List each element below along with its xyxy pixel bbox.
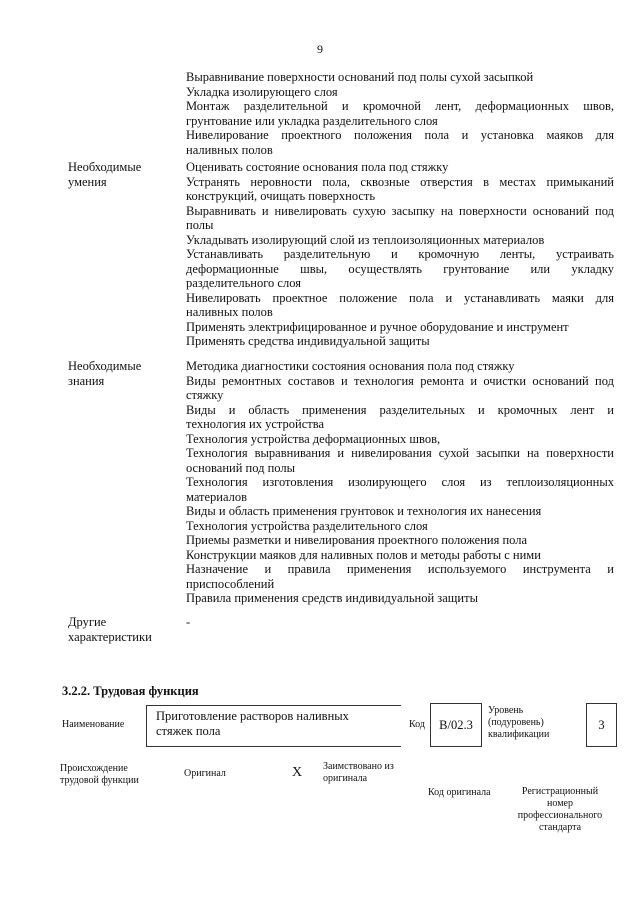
name-value-box — [146, 705, 401, 747]
content-line: наливных полов — [186, 305, 273, 319]
original-label: Оригинал — [184, 768, 226, 779]
content-line: наливных полов — [186, 142, 273, 157]
content-line: Методика диагностики состояния основания пола под стяжку — [186, 359, 515, 373]
row-label-line: Необходимые — [68, 160, 142, 174]
content-line: Технология устройства разделительного слоя — [186, 518, 428, 533]
content-line: - — [186, 615, 191, 629]
content-line: Нивелирование проектного положения пола и установка маяков для — [186, 128, 614, 142]
row-label-line: знания — [68, 373, 105, 388]
name-value: Приготовление растворов наливных стяжек пола — [156, 709, 349, 738]
row-label-line: характеристики — [68, 629, 152, 644]
content-line: конструкций, очищать поверхность — [186, 189, 376, 203]
content-line: Укладка изолирующего слоя — [186, 84, 338, 99]
content-line: Приемы разметки и нивелирования проектного положения пола — [186, 533, 528, 547]
row-label-line: Другие — [68, 615, 107, 629]
row-label — [68, 160, 180, 189]
content-line: Технология выравнивания и нивелирования сухой засыпки на поверхности — [186, 446, 614, 460]
name-label: Наименование — [62, 719, 125, 730]
content-line: разделительного слоя — [186, 276, 301, 290]
content-line: оснований под полы — [186, 460, 296, 475]
content-line: Технология устройства деформационных швов, — [186, 431, 441, 446]
code-value-box — [430, 703, 482, 747]
content-line: Конструкции маяков для наливных полов и методы работы с ними — [186, 547, 541, 562]
level-value-box — [586, 703, 617, 747]
origin-label: Происхождение трудовой функции — [60, 763, 139, 786]
reg-number-label: Регистрационный номер профессионального стандарта — [517, 786, 603, 833]
content-line: материалов — [186, 489, 248, 504]
content-line: технология их устройства — [186, 417, 325, 431]
content-line: приспособлений — [186, 576, 275, 591]
row-label-line: умения — [68, 174, 107, 189]
row-label — [68, 359, 180, 388]
content-line: Нивелировать проектное положение пола и устанавливать маяки для — [186, 290, 614, 305]
content-line: Виды и область применения грунтовок и технология их нанесения — [186, 504, 542, 518]
content-line: Технология изготовления изолирующего слоя из теплоизоляционных — [186, 475, 614, 489]
content-line: Виды ремонтных составов и технология ремонта и очистки оснований под — [186, 373, 614, 388]
content-line: Назначение и правила применения используемого инструмента и — [186, 562, 614, 576]
content-line: полы — [186, 218, 214, 232]
content-line: стяжку — [186, 388, 224, 402]
row-content — [186, 615, 614, 630]
content-line: Монтаж разделительной и кромочной лент, деформационных швов, — [186, 99, 614, 113]
level-label: Уровень (подуровень) квалификации — [488, 705, 550, 740]
row-content — [186, 70, 614, 157]
content-line: Устанавливать разделительную и кромочную ленты, устраивать — [186, 247, 614, 261]
row-label — [68, 615, 180, 644]
content-line: Оценивать состояние основания пола под стяжку — [186, 160, 449, 174]
section-title: 3.2.2. Трудовая функция — [62, 684, 199, 698]
content-line: Выравнивать и нивелировать сухую засыпку на поверхности оснований под — [186, 203, 614, 218]
page-number: 9 — [317, 42, 323, 56]
row-content — [186, 359, 614, 606]
content-line: Применять средства индивидуальной защиты — [186, 334, 430, 348]
content-line: Устранять неровности пола, сквозные отверстия в местах примыканий — [186, 174, 614, 189]
level-value: 3 — [598, 718, 605, 732]
content-line: Выравнивание поверхности оснований под полы сухой засыпкой — [186, 70, 534, 84]
code-value: B/02.3 — [439, 718, 473, 732]
row-content — [186, 160, 614, 349]
content-line: Применять электрифицированное и ручное оборудование и инструмент — [186, 319, 569, 334]
code-label: Код — [409, 719, 425, 730]
content-line: Правила применения средств индивидуальной защиты — [186, 591, 478, 605]
content-line: Укладывать изолирующий слой из теплоизоляционных материалов — [186, 232, 545, 247]
origin-code-label: Код оригинала — [428, 787, 491, 798]
content-line: грунтование или укладка разделительного слоя — [186, 113, 438, 128]
content-line: деформационные швы, осуществлять грунтование или укладку — [186, 261, 614, 276]
row-label-line: Необходимые — [68, 359, 142, 373]
original-mark: X — [292, 765, 303, 780]
borrowed-label: Заимствовано из оригинала — [323, 761, 394, 784]
content-line: Виды и область применения разделительных и кромочных лент и — [186, 402, 614, 417]
